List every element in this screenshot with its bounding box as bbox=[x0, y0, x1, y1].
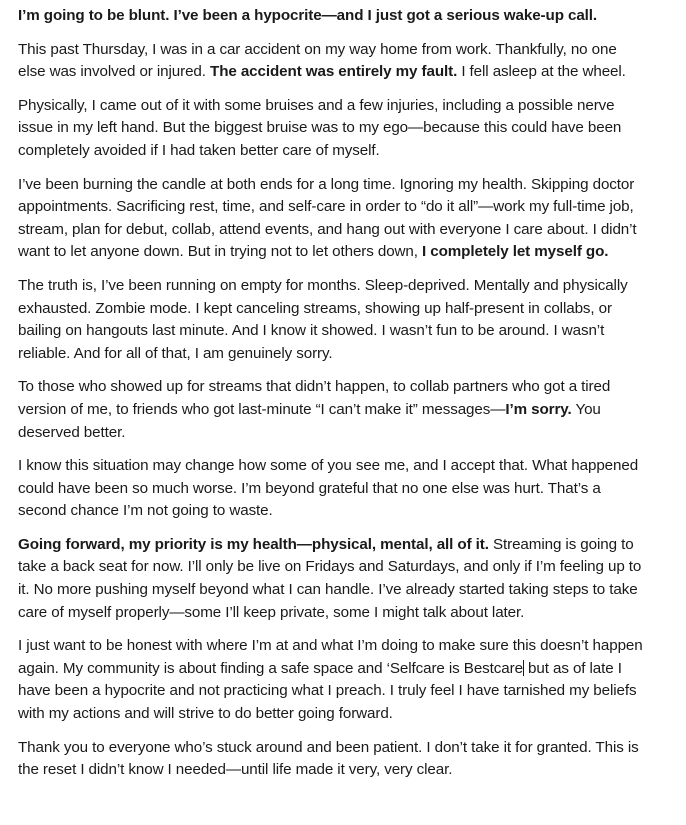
paragraph-text: Streaming is going to take a back seat for now. I’ll only be live on Fridays and Saturdays, and only if I’m feeling up to it. No more pushing myself beyond what I can handle. I’ve already started taking steps to take care of myself properly—some I’ll keep private, some I might talk about later. bbox=[18, 535, 642, 621]
paragraph-text: but as of late I have been a hypocrite and not practicing what I preach. I truly feel I have tarnished my beliefs with my actions and will strive to do better going forward. bbox=[18, 659, 637, 723]
bold-text: Going forward, my priority is my health—physical, mental, all of it. bbox=[18, 535, 489, 553]
paragraph-text: This past Thursday, I was in a car accident on my way home from work. Thankfully, no one else was involved or injured. bbox=[18, 40, 617, 81]
paragraph-text: I fell asleep at the wheel. bbox=[457, 63, 626, 81]
paragraph-text: I just want to be honest with where I’m at and what I’m doing to make sure this doesn’t happen again. My community is about finding a safe space and ‘Selfcare is Bestcare bbox=[18, 637, 643, 677]
paragraph-text: Thank you to everyone who’s stuck around and been patient. I don’t take it for granted. This is the reset I didn’t know I needed—until life made it very, very clear. bbox=[18, 738, 639, 779]
paragraph-text: Physically, I came out of it with some bruises and a few injuries, including a possible nerve issue in my left hand. But the biggest bruise was to my ego—because this could have been completely avoided if I had taken better care of myself. bbox=[18, 96, 622, 159]
paragraph-injuries bbox=[18, 95, 648, 163]
page-title: I’m going to be blunt. I’ve been a hypocrite—and I just got a serious wake-up call. bbox=[18, 7, 598, 24]
paragraph-apology bbox=[18, 376, 648, 444]
paragraph-burnout bbox=[18, 174, 648, 264]
paragraph-text: I know this situation may change how some of you see me, and I accept that. What happened could have been so much worse. I’m beyond grateful that no one else was hurt. That’s a second chance I’m not going to waste. bbox=[18, 457, 639, 520]
paragraph-accident bbox=[18, 39, 648, 84]
paragraph-going-forward bbox=[18, 534, 648, 624]
paragraph-text: To those who showed up for streams that didn’t happen, to collab partners who got a tired version of me, to friends who got last-minute “I can’t make it” messages— bbox=[18, 378, 611, 418]
paragraph-text: You deserved better. bbox=[18, 400, 601, 441]
bold-text: I’m sorry. bbox=[505, 400, 572, 418]
paragraph-honesty bbox=[18, 635, 648, 725]
bold-text: The accident was entirely my fault. bbox=[210, 63, 458, 81]
paragraph-thanks bbox=[18, 737, 648, 782]
paragraph-text: I’ve been burning the candle at both ends for a long time. Ignoring my health. Skipping doctor appointments. Sacrificing rest, time, and self-care in order to “do it all”—work my full-time job, stream, plan for debut, collab, attend events, and hang out with everyone I care about. I didn’t want to let anyone down. But in trying not to let others down, bbox=[18, 175, 637, 261]
bold-text: I completely let myself go. bbox=[422, 243, 609, 261]
paragraph-acceptance bbox=[18, 455, 648, 523]
paragraph-text: The truth is, I’ve been running on empty for months. Sleep-deprived. Mentally and physically exhausted. Zombie mode. I kept canceling streams, showing up half-present in collabs, or bailing on hangouts last minute. And I know it showed. I wasn’t fun to be around. I wasn’t reliable. And for all of that, I am genuinely sorry. bbox=[18, 276, 628, 362]
paragraph-truth bbox=[18, 275, 648, 365]
